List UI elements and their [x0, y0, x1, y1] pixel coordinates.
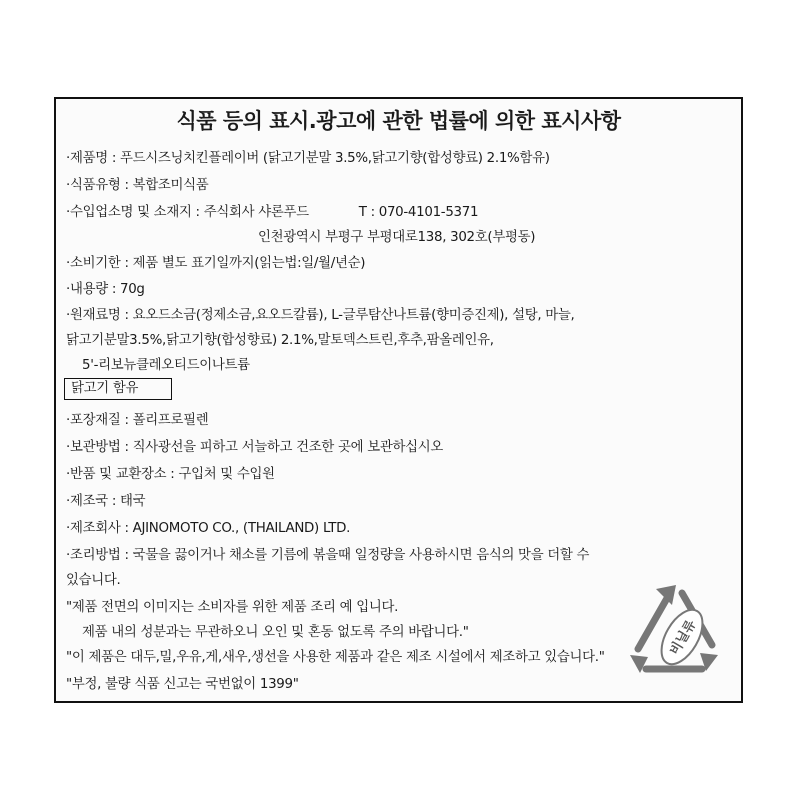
recipe-line-1: ·조리방법 : 국물을 끓이거나 채소를 기름에 볶을때 일정량을 사용하시면 음식의 맛을 더할 수 [66, 548, 590, 563]
returns-line: ·반품 및 교환장소 : 구입처 및 수입원 [66, 467, 275, 482]
manufacturer-line: ·제조회사 : AJINOMOTO CO., (THAILAND) LTD. [66, 521, 351, 536]
recycle-arrows-icon [626, 583, 726, 679]
ingredients-line-1: ·원재료명 : 요오드소금(정제소금,요오드칼륨), L-글루탐산나트륨(향미증진제), 설탕, 마늘, [66, 308, 575, 323]
hotline-line: "부정, 불량 식품 신고는 국번없이 1399" [66, 677, 299, 692]
expiry-line: ·소비기한 : 제품 별도 표기일까지(읽는법:일/월/년순) [66, 256, 366, 271]
importer-line [66, 205, 478, 221]
ingredients-line-3: 5'-리보뉴클레오티드이나트륨 [82, 358, 250, 373]
image-note-line-1: "제품 전면의 이미지는 소비자를 위한 제품 조리 예 입니다. [66, 600, 399, 615]
importer-name: ·수입업소명 및 소재지 : 주식회사 샤론푸드 [66, 205, 309, 220]
origin-line: ·제조국 : 태국 [66, 494, 146, 509]
importer-address: 인천광역시 부평구 부평대로138, 302호(부평동) [258, 230, 536, 245]
storage-line: ·보관방법 : 직사광선을 피하고 서늘하고 건조한 곳에 보관하십시오 [66, 440, 444, 455]
content-line: ·내용량 : 70g [66, 282, 145, 297]
image-note-line-2: 제품 내의 성분과는 무관하오니 오인 및 혼동 없도록 주의 바랍니다." [82, 625, 469, 640]
label-title: 식품 등의 표시.광고에 관한 법률에 의한 표시사항 [176, 109, 621, 133]
label-box [54, 97, 743, 703]
recycle-label: 비닐류 [667, 617, 700, 658]
recipe-line-2: 있습니다. [66, 573, 121, 588]
contains-chicken-box: 닭고기 함유 [64, 378, 172, 400]
food-type-line: ·식품유형 : 복합조미식품 [66, 178, 209, 193]
allergen-line: "이 제품은 대두,밀,우유,게,새우,생선을 사용한 제품과 같은 제조 시설에서 제조하고 있습니다." [66, 650, 605, 665]
importer-tel: T : 070-4101-5371 [358, 205, 479, 220]
product-name-line: ·제품명 : 푸드시즈닝치킨플레이버 (닭고기분말 3.5%,닭고기향(합성향료) 2.1%함유) [66, 151, 550, 166]
packaging-line: ·포장재질 : 폴리프로필렌 [66, 413, 209, 428]
ingredients-line-2: 닭고기분말3.5%,닭고기향(합성향료) 2.1%,말토덱스트린,후추,팜올레인유, [66, 333, 494, 348]
